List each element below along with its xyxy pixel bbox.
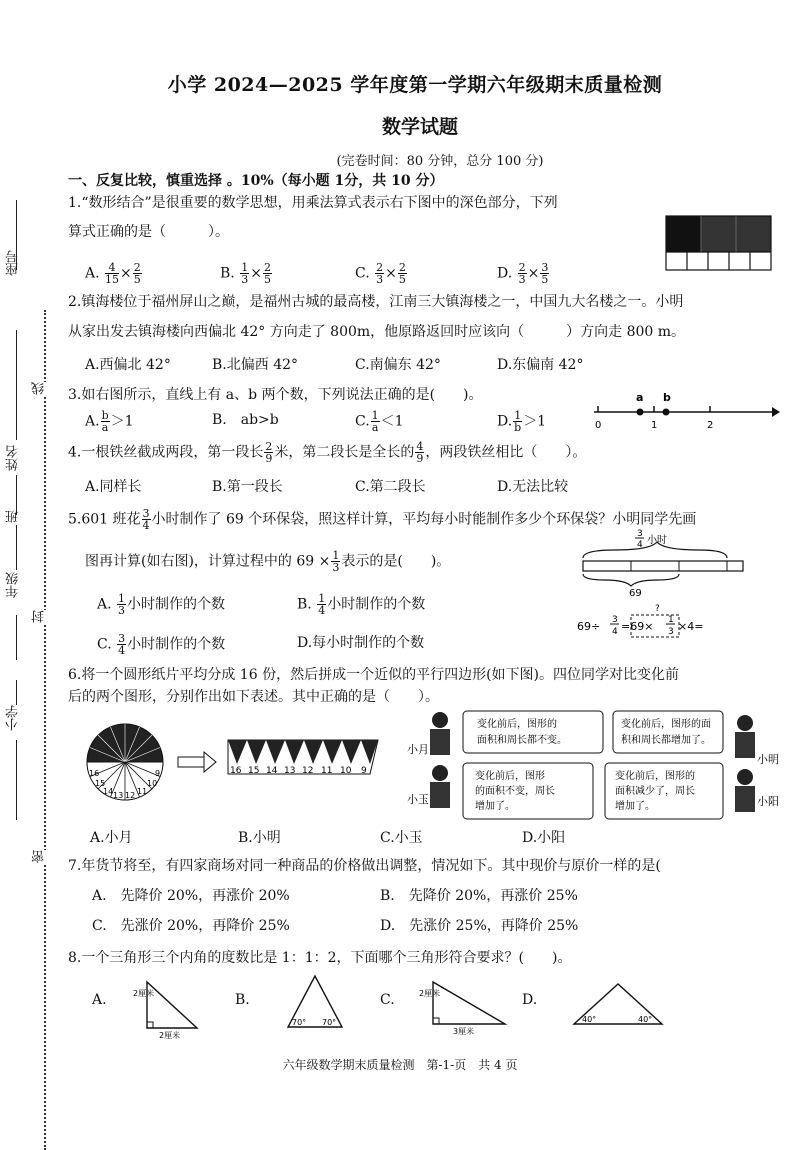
grade-underline: [16, 525, 17, 570]
q6-option-d[interactable]: D.小阳: [522, 830, 566, 846]
q4-line1: 4.一根铁丝截成两段，第一段长 $\frac{2}{9}$ 米，第二段长是全长的 $\frac{4}{9}$ ，两段铁丝相比（ ）。: [68, 440, 587, 465]
label-2: 2: [707, 420, 714, 431]
q8-option-a[interactable]: A.: [92, 992, 107, 1008]
q2-line1: 2.镇海楼位于福州屏山之巅，是福州古城的最高楼，江南三大镇海楼之一，中国九大名楼之一。小明: [68, 294, 684, 310]
svg-text:70°: 70°: [292, 1018, 307, 1027]
q5-option-d[interactable]: D.每小时制作的个数: [297, 635, 425, 651]
bubble-xiaoyue: [463, 711, 603, 753]
q4-option-d[interactable]: D.无法比较: [497, 479, 569, 495]
fraction: $\frac{3}{4}$: [118, 632, 126, 657]
svg-text:13: 13: [284, 766, 296, 776]
label-b: b: [663, 391, 671, 404]
q5-line1: 5.601 班花 $\frac{3}{4}$ 小时制作了 69 个环保袋，照这样计算，平均每小时能制作多少个环保袋？小明同学先画: [68, 508, 697, 531]
grade-line2: [16, 615, 17, 660]
q8-triangle-b: [280, 972, 350, 1034]
fraction: $\frac{2}{5}$: [263, 261, 271, 286]
svg-text:面积减少了，周长: 面积减少了，周长: [615, 786, 695, 797]
q8-option-c[interactable]: C.: [380, 992, 395, 1008]
svg-text:3厘米: 3厘米: [453, 1027, 475, 1036]
exam-subtitle: 数学试题: [381, 116, 458, 138]
q6-option-b[interactable]: B.小明: [238, 830, 281, 846]
svg-text:11: 11: [137, 787, 148, 796]
seat-label: 座号: [6, 250, 21, 276]
svg-text:×4=: ×4=: [678, 620, 704, 633]
class-label: 班: [6, 510, 21, 523]
line-label: 线: [32, 382, 47, 395]
q3-option-a[interactable]: A. $\frac{b}{a}$ ＞1: [85, 409, 134, 434]
svg-text:变化前后，图形: 变化前后，图形: [475, 771, 545, 782]
q3-option-b[interactable]: B. ab>b: [212, 412, 279, 428]
q5-line2: 图再计算(如右图)，计算过程中的 69 × $\frac{1}{3}$ 表示的是( )。: [85, 549, 451, 574]
fraction: $\frac{1}{3}$: [118, 592, 126, 617]
gutter-dotted-line: [44, 310, 46, 1150]
q5-option-c[interactable]: C. $\frac{3}{4}$ 小时制作的个数: [97, 632, 226, 657]
page-footer: 六年级数学期末质量检测 第-1-页 共 4 页: [282, 1058, 518, 1072]
fraction: $\frac{4}{15}$: [105, 261, 120, 286]
fraction: $\frac{2}{3}$: [518, 261, 526, 286]
bubble-xiaoming: [613, 711, 723, 753]
fraction: $\frac{1}{a}$: [371, 409, 379, 434]
q5-bar-diagram: [575, 528, 775, 648]
name-underline: [16, 330, 17, 440]
fraction: $\frac{2}{5}$: [398, 261, 406, 286]
name-xiaoyue: 小月: [407, 743, 429, 756]
q1-line2: 算式正确的是（ ）。: [68, 224, 229, 240]
svg-text:2厘米: 2厘米: [419, 989, 441, 998]
bubble-xiaoyu: [463, 763, 593, 819]
svg-text:69÷: 69÷: [577, 620, 601, 633]
q4-option-b[interactable]: B.第一段长: [212, 479, 283, 495]
student-xiaoyue-figure: [430, 712, 450, 755]
svg-text:增加了。: 增加了。: [615, 801, 655, 812]
svg-text:9: 9: [155, 769, 161, 778]
svg-text:40°: 40°: [582, 1015, 597, 1024]
svg-text:=69×: =69×: [621, 620, 654, 633]
seal-label: 封: [32, 610, 47, 623]
label-a: a: [636, 391, 644, 404]
fraction: $\frac{2}{3}$: [376, 261, 384, 286]
q6-circle-to-parallelogram: [80, 722, 420, 802]
svg-text:2厘米: 2厘米: [133, 989, 155, 998]
q3-option-c[interactable]: C. $\frac{1}{a}$ ＜1: [355, 409, 404, 434]
fraction: $\frac{1}{3}$: [332, 549, 340, 574]
svg-text:2厘米: 2厘米: [159, 1031, 181, 1040]
svg-text:变化前后，图形的: 变化前后，图形的: [477, 719, 557, 730]
secret-label: 密: [32, 850, 47, 863]
svg-text:积和周长都增加了。: 积和周长都增加了。: [621, 735, 711, 746]
svg-text:14: 14: [103, 787, 114, 796]
q1-option-d[interactable]: D. $\frac{2}{3}$ × $\frac{3}{5}$: [497, 261, 549, 286]
svg-text:3: 3: [668, 627, 674, 637]
svg-text:变化前后，图形的面: 变化前后，图形的面: [621, 719, 711, 730]
name-xiaoyu: 小玉: [407, 793, 429, 806]
label-1: 1: [651, 420, 658, 431]
svg-text:增加了。: 增加了。: [475, 801, 515, 812]
svg-text:1: 1: [668, 615, 674, 625]
q5-option-a[interactable]: A. $\frac{1}{3}$ 小时制作的个数: [97, 592, 226, 617]
q2-option-a[interactable]: A.西偏北 42°: [85, 357, 171, 373]
svg-text:10: 10: [340, 766, 352, 776]
name-xiaoyang: 小阳: [757, 795, 779, 808]
svg-text:3: 3: [637, 529, 643, 539]
svg-text:14: 14: [266, 766, 278, 776]
q8-triangle-a: [125, 978, 205, 1040]
q8-line1: 8.一个三角形三个内角的度数比是 1：1：2，下面哪个三角形符合要求？( )。: [68, 950, 572, 966]
q4-option-a[interactable]: A.同样长: [85, 479, 142, 495]
name-xiaoming: 小明: [757, 753, 779, 766]
svg-text:15: 15: [95, 779, 106, 788]
school-label: 小学: [6, 705, 21, 731]
section-1-title: 一、反复比较，慎重选择 。10%（每小题 1分，共 10 分）: [68, 173, 444, 189]
bubble-xiaoyang: [605, 763, 723, 819]
svg-text:15: 15: [248, 766, 260, 776]
q2-option-b[interactable]: B.北偏西 42°: [212, 357, 299, 373]
q8-option-b[interactable]: B.: [235, 992, 250, 1008]
svg-text:4: 4: [637, 540, 643, 550]
svg-text:10: 10: [147, 779, 158, 788]
q1-grid-figure: [665, 215, 773, 271]
q2-option-c[interactable]: C.南偏东 42°: [355, 357, 441, 373]
q7-option-d[interactable]: D. 先涨价 25%，再降价 25%: [380, 918, 579, 934]
svg-text:4: 4: [612, 627, 618, 637]
school-underline: [16, 740, 17, 820]
q6-speech-bubbles: [405, 705, 790, 825]
point-a: [637, 409, 644, 416]
fraction: $\frac{1}{b}$: [514, 409, 522, 434]
exam-title: 小学 2024—2025 学年度第一学期六年级期末质量检测: [167, 74, 663, 96]
q8-option-d[interactable]: D.: [522, 992, 538, 1008]
fraction: $\frac{b}{a}$: [101, 409, 109, 434]
q1-option-c[interactable]: C. $\frac{2}{3}$ × $\frac{2}{5}$: [355, 261, 406, 286]
q1-option-b[interactable]: B. $\frac{1}{3}$ × $\frac{2}{5}$: [220, 261, 271, 286]
svg-text:16: 16: [230, 766, 242, 776]
q1-line1: 1.“数形结合”是很重要的数学思想，用乘法算式表示右下图中的深色部分，下列: [68, 195, 558, 211]
school-underline-top: [16, 680, 17, 705]
svg-text:12: 12: [302, 766, 314, 776]
svg-text:的面积不变，周长: 的面积不变，周长: [475, 786, 555, 797]
q7-line1: 7.年货节将至，有四家商场对同一种商品的价格做出调整，情况如下。其中现价与原价一样的是(: [68, 858, 661, 874]
svg-text:9: 9: [361, 766, 367, 776]
fraction: $\frac{2}{5}$: [133, 261, 141, 286]
q6-option-a[interactable]: A.小月: [90, 830, 133, 846]
svg-text:变化前后，图形的: 变化前后，图形的: [615, 771, 695, 782]
q1-option-a[interactable]: A. $\frac{4}{15}$ × $\frac{2}{5}$: [85, 261, 141, 286]
fraction: $\frac{3}{5}$: [541, 261, 549, 286]
q6-line2: 后的两个图形，分别作出如下表述。其中正确的是（ ）。: [68, 689, 439, 705]
student-xiaoming-figure: [735, 715, 755, 758]
svg-text:11: 11: [321, 766, 333, 776]
q3-number-line: [590, 388, 780, 433]
q5-option-b[interactable]: B. $\frac{1}{4}$ 小时制作的个数: [297, 592, 426, 617]
svg-text:?: ?: [655, 604, 660, 614]
q8-triangle-c: [415, 978, 515, 1040]
q7-option-a[interactable]: A. 先降价 20%，再涨价 20%: [92, 888, 290, 904]
class-underline: [16, 475, 17, 515]
q3-option-d[interactable]: D. $\frac{1}{b}$ ＞1: [497, 409, 547, 434]
exam-meta: (完卷时间：80 分钟，总分 100 分): [336, 154, 544, 169]
q2-option-d[interactable]: D.东偏南 42°: [497, 357, 584, 373]
q6-line1: 6.将一个圆形纸片平均分成 16 份，然后拼成一个近似的平行四边形(如下图)。四位同学对比变化前: [68, 667, 679, 683]
student-xiaoyang-figure: [735, 769, 755, 812]
fraction: $\frac{4}{9}$: [416, 440, 424, 465]
fraction: $\frac{3}{4}$: [142, 508, 150, 531]
fraction: $\frac{2}{9}$: [265, 440, 273, 465]
svg-text:3: 3: [612, 615, 618, 625]
q8-triangle-d: [570, 980, 670, 1030]
parallelogram-strip: [228, 740, 378, 776]
q7-option-c[interactable]: C. 先涨价 20%，再降价 25%: [92, 918, 290, 934]
q6-option-c[interactable]: C.小玉: [380, 830, 423, 846]
q2-line2: 从家出发去镇海楼向西偏北 42° 方向走了 800m，他原路返回时应该向（ ）方向走 800 m。: [68, 324, 686, 340]
svg-text:小时: 小时: [647, 535, 667, 546]
grade-label: 年级: [6, 572, 21, 598]
q7-option-b[interactable]: B. 先降价 20%，再涨价 25%: [380, 888, 578, 904]
arrow-icon: [178, 752, 216, 772]
fraction: $\frac{1}{3}$: [241, 261, 249, 286]
label-0: 0: [595, 420, 602, 431]
q4-option-c[interactable]: C.第二段长: [355, 479, 426, 495]
svg-text:16: 16: [89, 769, 100, 778]
sector-circle: [87, 724, 163, 800]
point-b: [663, 409, 670, 416]
svg-text:面积和周长都不变。: 面积和周长都不变。: [477, 735, 567, 746]
svg-text:69: 69: [629, 588, 642, 599]
svg-text:12: 12: [125, 791, 136, 800]
svg-text:13: 13: [113, 791, 124, 800]
svg-text:70°: 70°: [322, 1018, 337, 1027]
svg-text:40°: 40°: [638, 1015, 653, 1024]
fraction: $\frac{1}{4}$: [318, 592, 326, 617]
name-label: 姓名: [6, 445, 21, 471]
student-xiaoyu-figure: [430, 765, 450, 808]
q3-line1: 3.如右图所示，直线上有 a、b 两个数，下列说法正确的是( )。: [68, 387, 483, 403]
